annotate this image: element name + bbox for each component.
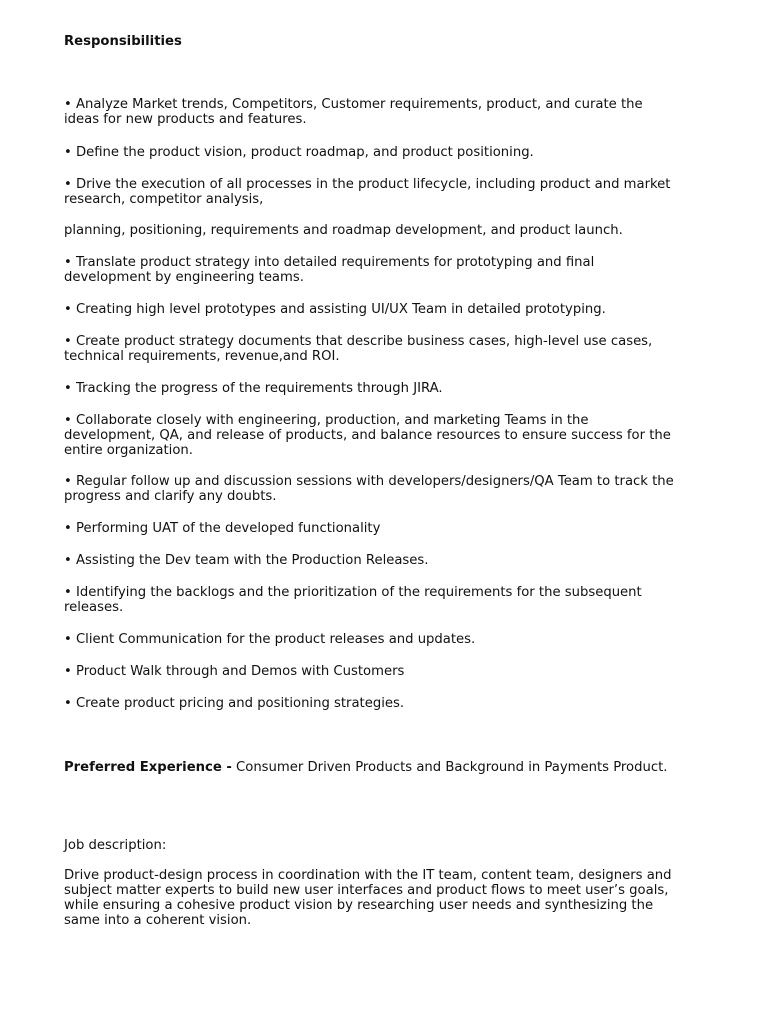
bullet-item: • Define the product vision, product roadmap, and product positioning.: [64, 145, 534, 160]
bullet-item: • Regular follow up and discussion sessions with developers/designers/QA Team to track the progress and clarify any doubts.: [64, 474, 674, 504]
bullet-item: • Assisting the Dev team with the Production Releases.: [64, 553, 429, 568]
bullet-item: • Creating high level prototypes and assisting UI/UX Team in detailed prototyping.: [64, 302, 606, 317]
bullet-item: • Performing UAT of the developed functionality: [64, 521, 381, 536]
preferred-experience-text: Consumer Driven Products and Background in Payments Product.: [231, 760, 668, 775]
bullet-item: • Drive the execution of all processes in the product lifecycle, including product and market research, competitor analysis,: [64, 177, 671, 207]
bullet-item: • Create product pricing and positioning strategies.: [64, 696, 405, 711]
preferred-experience-label: Preferred Experience -: [64, 760, 232, 775]
continuation-line: planning, positioning, requirements and roadmap development, and product launch.: [64, 223, 623, 238]
bullet-item: • Identifying the backlogs and the prioritization of the requirements for the subsequent releases.: [64, 585, 642, 615]
bullet-item: • Translate product strategy into detailed requirements for prototyping and final development by engineering teams.: [64, 255, 595, 285]
bullet-item: • Collaborate closely with engineering, production, and marketing Teams in the development, QA, and release of products, and balance resources to ensure success for the entire organization.: [64, 413, 671, 458]
bullet-item: • Tracking the progress of the requirements through JIRA.: [64, 381, 443, 396]
job-description-label: Job description:: [64, 838, 167, 853]
job-description-text: Drive product-design process in coordination with the IT team, content team, designers and subject matter experts to build new user interfaces and product flows to meet user’s goals, while ensuring a cohesive product vision by researching user needs and synthesizing the same into a coherent vision.: [64, 868, 672, 928]
bullet-item: • Analyze Market trends, Competitors, Customer requirements, product, and curate the ideas for new products and features.: [64, 97, 643, 127]
bullet-item: • Create product strategy documents that describe business cases, high-level use cases, technical requirements, revenue,and ROI.: [64, 334, 653, 364]
responsibilities-heading: Responsibilities: [64, 34, 182, 49]
bullet-item: • Client Communication for the product releases and updates.: [64, 632, 476, 647]
bullet-item: • Product Walk through and Demos with Customers: [64, 664, 405, 679]
preferred-experience: [64, 760, 676, 775]
